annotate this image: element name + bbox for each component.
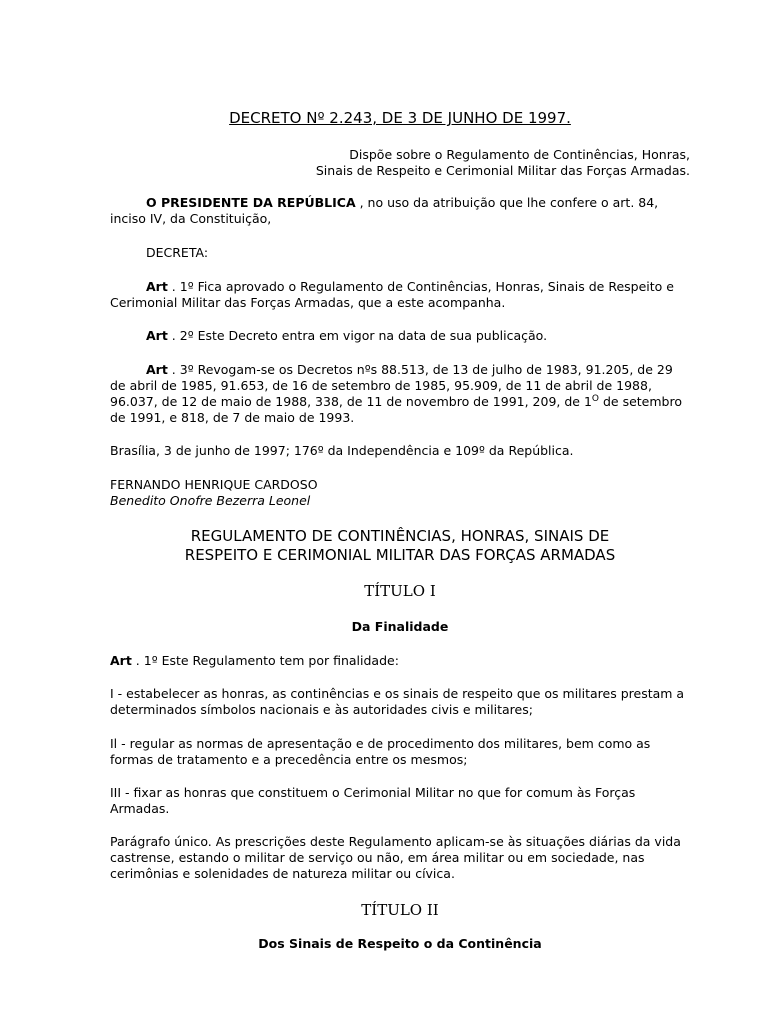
item-2-text: Il - regular as normas de apresentação e de procedimento dos militares, bem como as formas de tratamento e a precedência entre os mesmos; <box>110 736 651 767</box>
decree-art-2 <box>110 328 690 344</box>
decree-ementa <box>290 147 690 179</box>
art-label: Art <box>110 653 132 668</box>
place-date <box>110 443 690 459</box>
signer-1: FERNANDO HENRIQUE CARDOSO <box>110 477 318 492</box>
titulo-2: TÍTULO II <box>361 901 439 919</box>
decreta-paragraph <box>110 245 690 261</box>
paragrafo-unico <box>110 834 690 882</box>
art-3-text-b: de setembro de 1991, e 818, de 7 de maio de 1993. <box>110 394 682 425</box>
decree-title: DECRETO Nº 2.243, DE 3 DE JUNHO DE 1997. <box>229 109 571 127</box>
ementa-line-2: Sinais de Respeito e Cerimonial Militar das Forças Armadas. <box>315 163 690 178</box>
art-3-superscript: O <box>591 393 599 404</box>
signer-2: Benedito Onofre Bezerra Leonel <box>110 493 311 508</box>
titulo-1-subtitle: Da Finalidade <box>351 619 449 634</box>
item-1-text: I - estabelecer as honras, as continências e os sinais de respeito que os militares prestam a determinados símbolos nacionais e às autoridades civis e militares; <box>110 686 685 717</box>
president-label: O PRESIDENTE DA REPÚBLICA <box>146 195 356 210</box>
place-date-text: Brasília, 3 de junho de 1997; 176º da Independência e 109º da República. <box>110 443 574 458</box>
paragrafo-unico-text: Parágrafo único. As prescrições deste Regulamento aplicam-se às situações diárias da vida castrense, estando o militar de serviço ou não, em área militar ou em sociedade, nas cerimônias e solenidades de natureza militar ou cívica. <box>110 834 681 881</box>
decree-art-1 <box>110 279 690 311</box>
regulation-heading <box>110 527 690 565</box>
signatures <box>110 477 690 509</box>
art-label: Art <box>146 362 168 377</box>
item-3 <box>110 785 690 817</box>
titulo-2-subtitle: Dos Sinais de Respeito o da Continência <box>258 936 542 951</box>
ementa-line-1: Dispõe sobre o Regulamento de Continências, Honras, <box>349 147 690 162</box>
art-label: Art <box>146 328 168 343</box>
regulation-art-1-text: . 1º Este Regulamento tem por finalidade: <box>131 653 399 668</box>
regulation-heading-line-1: REGULAMENTO DE CONTINÊNCIAS, HONRAS, SINAIS DE <box>190 527 610 545</box>
president-paragraph <box>110 195 690 227</box>
president-text: , no uso da atribuição que lhe confere o art. 84, inciso IV, da Constituição, <box>110 195 659 226</box>
regulation-art-1 <box>110 653 690 669</box>
art-1-text: . 1º Fica aprovado o Regulamento de Continências, Honras, Sinais de Respeito e Cerimonial Militar das Forças Armadas, que a este acompanha. <box>110 279 674 310</box>
item-1 <box>110 686 690 718</box>
item-2 <box>110 736 690 768</box>
regulation-heading-line-2: RESPEITO E CERIMONIAL MILITAR DAS FORÇAS ARMADAS <box>184 546 616 564</box>
decree-art-3 <box>110 362 690 426</box>
art-2-text: . 2º Este Decreto entra em vigor na data de sua publicação. <box>167 328 548 343</box>
decreta-text: DECRETA: <box>146 245 209 260</box>
titulo-1: TÍTULO I <box>364 582 436 600</box>
item-3-text: III - fixar as honras que constituem o Cerimonial Militar no que for comum às Forças Armadas. <box>110 785 636 816</box>
art-3-text-a: . 3º Revogam-se os Decretos nºs 88.513, de 13 de julho de 1983, 91.205, de 29 de abril de 1985, 91.653, de 16 de setembro de 1985, 95.909, de 11 de abril de 1988, 96.037, de 12 de maio de 1988, 338, de 11 de novembro de 1991, 209, de 1 <box>110 362 673 409</box>
art-label: Art <box>146 279 168 294</box>
